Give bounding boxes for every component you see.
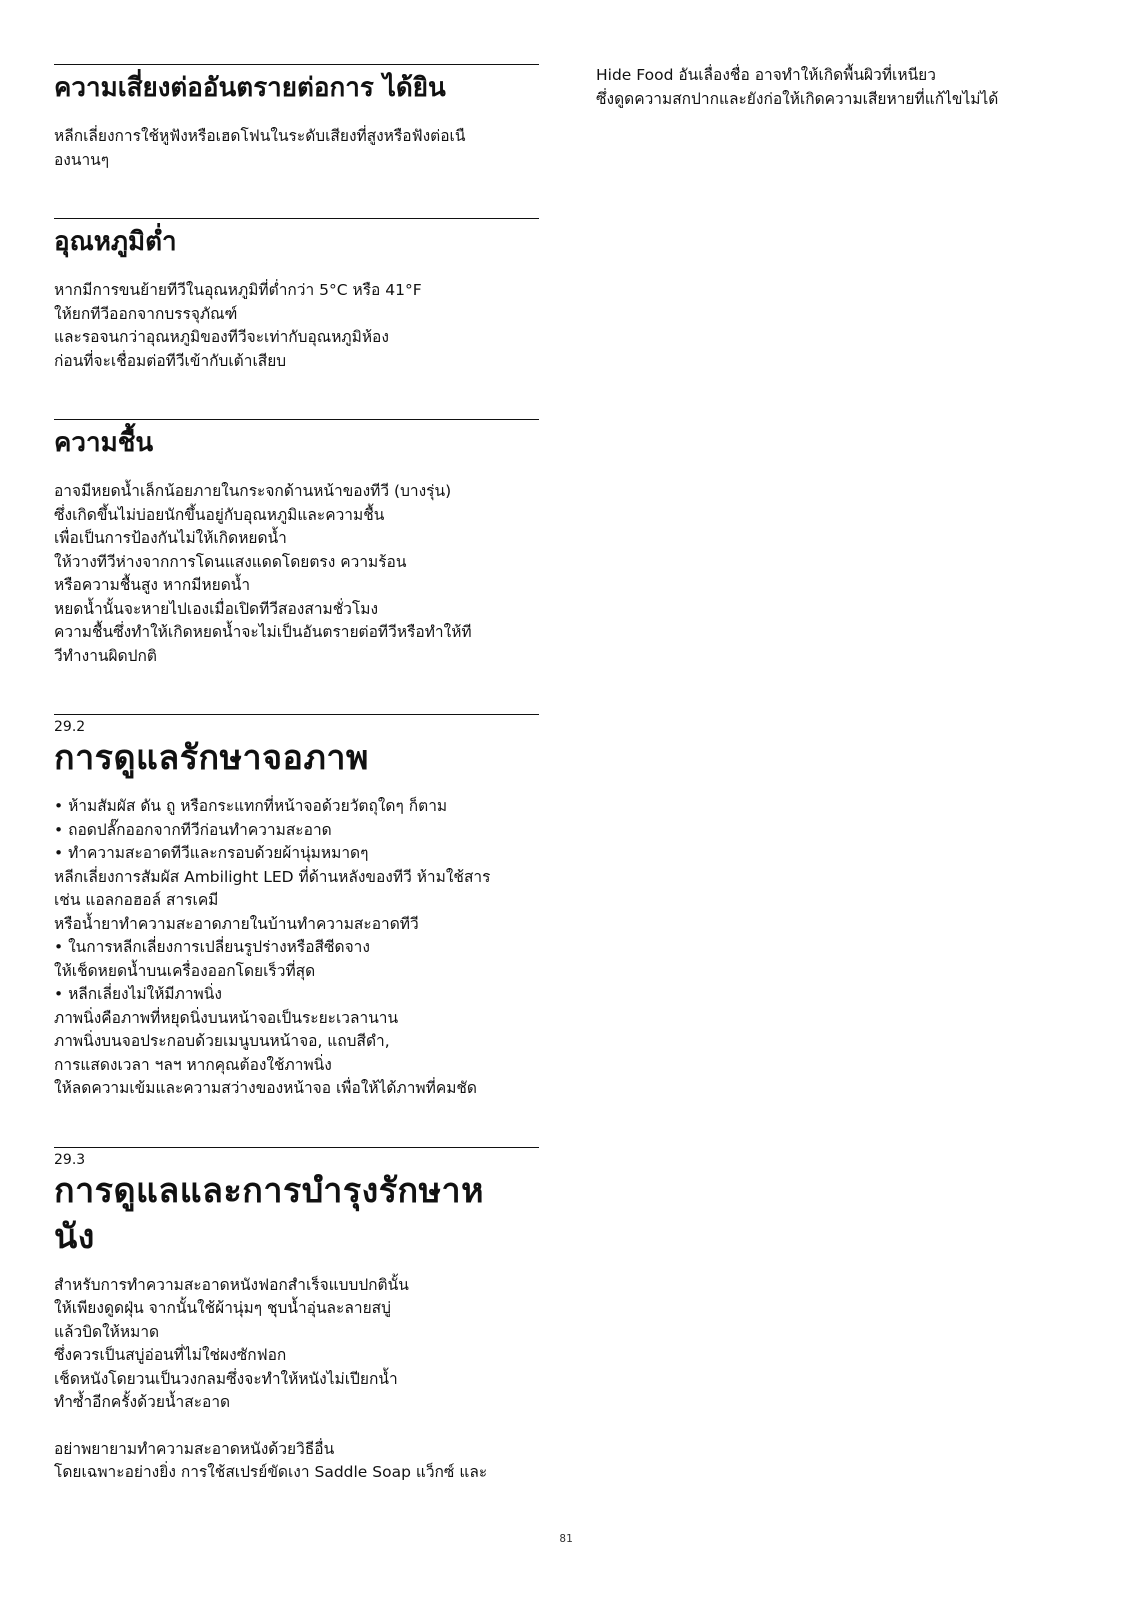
continued-paragraph	[596, 64, 1081, 111]
body-line: หรือน้ำยาทำความสะอาดภายในบ้านทำความสะอาดทีวี	[54, 914, 419, 933]
section-title: อุณหภูมิต่ำ	[54, 227, 177, 257]
body-line: และรอจนกว่าอุณหภูมิของทีวีจะเท่ากับอุณหภูมิห้อง	[54, 328, 389, 346]
body-line: เช่น แอลกอฮอล์ สารเคมี	[54, 891, 219, 909]
body-line: ซึ่งเกิดขึ้นไม่บ่อยนักขึ้นอยู่กับอุณหภูมิและความชื้น	[54, 505, 385, 524]
body-line: ซึ่งควรเป็นสบู่อ่อนที่ไม่ใช่ผงซักฟอก	[54, 1346, 287, 1364]
body-line: หยดน้ำนั้นจะหายไปเองเมื่อเปิดทีวีสองสามชั่วโมง	[54, 599, 379, 618]
body-line: ให้เพียงดูดฝุ่น จากนั้นใช้ผ้านุ่มๆ ชุบน้ำอุ่นละลายสบู่	[54, 1299, 391, 1317]
body-line: หากมีการขนย้ายทีวีในอุณหภูมิที่ต่ำกว่า 5°C หรือ 41°F	[54, 281, 422, 299]
section-low-temperature	[54, 218, 539, 373]
body-line: ภาพนิ่งบนจอประกอบด้วยเมนูบนหน้าจอ, แถบสีดำ,	[54, 1032, 390, 1050]
body-line: อย่าพยายามทำความสะอาดหนังด้วยวิธีอื่น	[54, 1439, 335, 1458]
body-line: องนานๆ	[54, 150, 110, 169]
section-number: 29.2	[54, 719, 86, 735]
section-hearing-risk	[54, 64, 539, 172]
body-line: • ในการหลีกเลี่ยงการเปลี่ยนรูปร่างหรือสีซีดจาง	[54, 938, 370, 956]
body-line: สำหรับการทำความสะอาดหนังฟอกสำเร็จแบบปกตินั้น	[54, 1275, 409, 1294]
section-humidity	[54, 419, 539, 668]
body-line: การแสดงเวลา ฯลฯ หากคุณต้องใช้ภาพนิ่ง	[54, 1055, 332, 1074]
title-line: การดูแลและการบำรุงรักษาห	[54, 1170, 485, 1211]
body-line: ก่อนที่จะเชื่อมต่อทีวีเข้ากับเต้าเสียบ	[54, 351, 287, 370]
page-number: 81	[559, 1532, 573, 1545]
body-line: ให้ยกทีวีออกจากบรรจุภัณฑ์	[54, 304, 238, 323]
body-line: Hide Food อันเลื่องชื่อ อาจทำให้เกิดพื้นผิวที่เหนียว	[596, 66, 936, 84]
body-line: ให้วางทีวีห่างจากการโดนแสงแดดโดยตรง ความร้อน	[54, 552, 407, 571]
body-line: หรือความชื้นสูง หากมีหยดน้ำ	[54, 576, 251, 594]
body-line: ความชื้นซึ่งทำให้เกิดหยดน้ำจะไม่เป็นอันตรายต่อทีวีหรือทำให้ที	[54, 623, 472, 641]
body-line: ให้เช็ดหยดน้ำบนเครื่องออกโดยเร็วที่สุด	[54, 961, 316, 980]
title-line: นัง	[54, 1216, 95, 1257]
body-line: ซึ่งดูดความสกปากและยังก่อให้เกิดความเสียหายที่แก้ไขไม่ได้	[596, 89, 999, 108]
right-column	[596, 64, 1081, 111]
body-line: ทำซ้ำอีกครั้งด้วยน้ำสะอาด	[54, 1393, 231, 1411]
section-body	[54, 125, 539, 172]
section-title: การดูแลรักษาจอภาพ	[54, 738, 369, 778]
body-line: เช็ดหนังโดยวนเป็นวงกลมซึ่งจะทำให้หนังไม่เปียกน้ำ	[54, 1369, 398, 1388]
body-line: แล้วบิดให้หมาด	[54, 1322, 160, 1341]
section-body	[54, 279, 539, 373]
body-line: อาจมีหยดน้ำเล็กน้อยภายในกระจกด้านหน้าของทีวี (บางรุ่น)	[54, 482, 452, 500]
body-line: • หลีกเลี่ยงไม่ให้มีภาพนิ่ง	[54, 985, 222, 1003]
body-line: • ถอดปลั๊กออกจากทีวีก่อนทำความสะอาด	[54, 820, 332, 839]
section-body-continued	[54, 1438, 539, 1485]
section-screen-care	[54, 714, 539, 1101]
body-line: • ห้ามสัมผัส ดัน ถู หรือกระแทกที่หน้าจอด้วยวัตถุใดๆ ก็ตาม	[54, 797, 448, 815]
body-line: • ทำความสะอาดทีวีและกรอบด้วยผ้านุ่มหมาดๆ	[54, 844, 369, 862]
section-title: ความเสี่ยงต่ออันตรายต่อการ ได้ยิน	[54, 73, 446, 103]
body-line: หลีกเลี่ยงการใช้หูฟังหรือเฮดโฟนในระดับเสียงที่สูงหรือฟังต่อเนื	[54, 127, 466, 145]
body-line: หลีกเลี่ยงการสัมผัส Ambilight LED ที่ด้านหลังของทีวี ห้ามใช้สาร	[54, 867, 491, 886]
body-line: เพื่อเป็นการป้องกันไม่ให้เกิดหยดน้ำ	[54, 529, 287, 547]
section-leather-care	[54, 1147, 539, 1485]
left-column	[54, 64, 539, 1485]
body-line: วีทำงานผิดปกติ	[54, 646, 157, 665]
section-title	[54, 1168, 539, 1260]
section-body	[54, 1274, 539, 1415]
section-number: 29.3	[54, 1151, 86, 1168]
section-body	[54, 480, 539, 668]
section-body	[54, 795, 539, 1101]
body-line: โดยเฉพาะอย่างยิ่ง การใช้สเปรย์ขัดเงา Saddle Soap แว็กซ์ และ	[54, 1463, 488, 1481]
body-line: ให้ลดความเข้มและความสว่างของหน้าจอ เพื่อให้ได้ภาพที่คมชัด	[54, 1079, 478, 1097]
section-title: ความชื้น	[54, 428, 154, 458]
body-line: ภาพนิ่งคือภาพที่หยุดนิ่งบนหน้าจอเป็นระยะเวลานาน	[54, 1008, 399, 1027]
